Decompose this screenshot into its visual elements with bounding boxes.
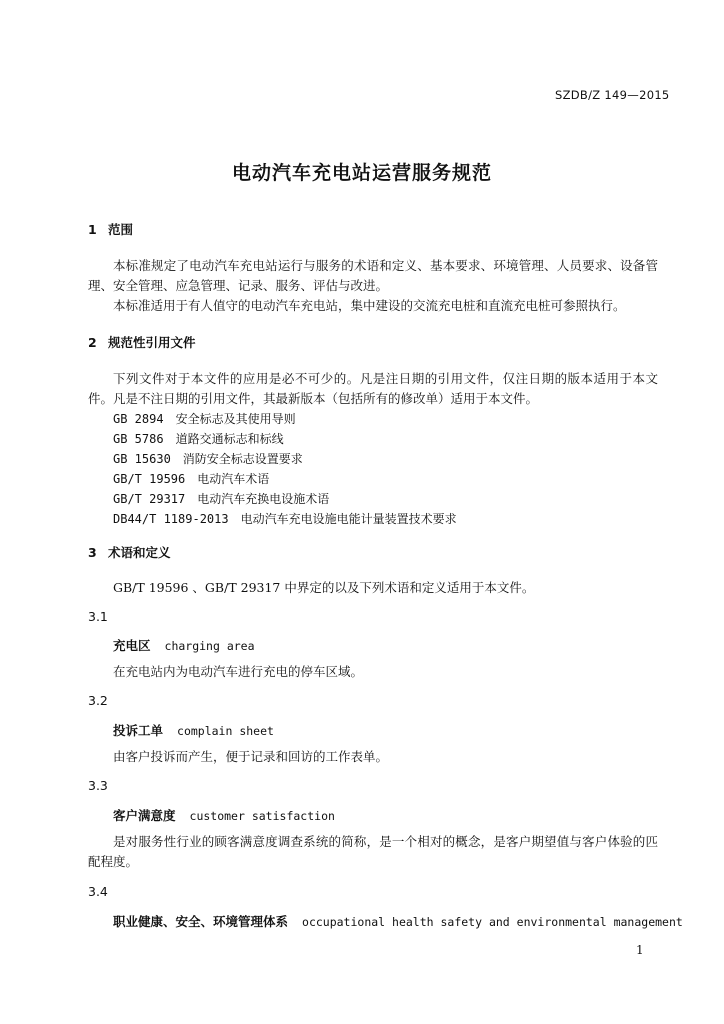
ref-code: GB 2894 — [113, 412, 164, 426]
paragraph: 本标准适用于有人值守的电动汽车充电站，集中建设的交流充电桩和直流充电桩可参照执行。 — [113, 298, 626, 313]
document-title: 电动汽车充电站运营服务规范 — [231, 162, 492, 184]
term-en: charging area — [164, 639, 255, 653]
ref-title: 电动汽车充电设施电能计量装置技术要求 — [240, 512, 457, 526]
reference-item — [113, 490, 329, 507]
ref-title: 安全标志及其使用导则 — [175, 412, 296, 426]
term-definition: 由客户投诉而产生，便于记录和回访的工作表单。 — [113, 749, 389, 764]
reference-item — [113, 470, 269, 487]
page-number: 1 — [636, 943, 644, 957]
ref-code: GB 5786 — [113, 432, 164, 446]
reference-item — [113, 430, 284, 447]
term-en: customer satisfaction — [189, 809, 335, 823]
term-heading — [113, 806, 335, 824]
term-definition: 是对服务性行业的顾客满意度调查系统的简称，是一个相对的概念，是客户期望值与客户体验的匹配程度。 — [88, 834, 658, 869]
term-number: 3.3 — [88, 778, 108, 793]
section-2-body — [88, 369, 658, 409]
section-1-body — [88, 256, 658, 316]
section-title: 规范性引用文件 — [108, 335, 196, 350]
ref-title: 电动汽车充换电设施术语 — [197, 492, 330, 506]
term-definition: 在充电站内为电动汽车进行充电的停车区域。 — [113, 664, 364, 679]
ref-code: DB44/T 1189-2013 — [113, 512, 229, 526]
term-heading — [113, 721, 274, 739]
term-heading — [113, 636, 255, 654]
reference-item — [113, 410, 296, 427]
ref-title: 消防安全标志设置要求 — [182, 452, 303, 466]
section-2-heading — [88, 333, 196, 351]
standard-code: SZDB/Z 149—2015 — [555, 88, 670, 102]
term-en: occupational health safety and environmental management — [302, 915, 683, 929]
ref-title: 道路交通标志和标线 — [175, 432, 284, 446]
term-heading — [113, 912, 683, 930]
section-title: 范围 — [108, 222, 134, 237]
term-cn: 投诉工单 — [113, 723, 164, 738]
ref-code: GB/T 19596 — [113, 472, 186, 486]
term-cn: 客户满意度 — [113, 808, 176, 823]
ref-code: GB/T 29317 — [113, 492, 186, 506]
section-3-heading — [88, 543, 171, 561]
section-number: 1 — [88, 222, 97, 237]
term-cn: 职业健康、安全、环境管理体系 — [113, 914, 289, 929]
term-number: 3.1 — [88, 609, 108, 624]
term-en: complain sheet — [177, 724, 274, 738]
paragraph: 下列文件对于本文件的应用是必不可少的。凡是注日期的引用文件，仅注日期的版本适用于本文件。凡是不注日期的引用文件，其最新版本（包括所有的修改单）适用于本文件。 — [88, 371, 658, 406]
ref-title: 电动汽车术语 — [197, 472, 270, 486]
reference-item — [113, 450, 303, 467]
section-number: 3 — [88, 545, 97, 560]
paragraph: 本标准规定了电动汽车充电站运行与服务的术语和定义、基本要求、环境管理、人员要求、设备管理、安全管理、应急管理、记录、服务、评估与改进。 — [88, 258, 658, 293]
term-cn: 充电区 — [113, 638, 151, 653]
term-definition-block — [88, 832, 658, 872]
section-3-intro: GB/T 19596 、GB/T 29317 中界定的以及下列术语和定义适用于本文件。 — [113, 580, 535, 595]
ref-code: GB 15630 — [113, 452, 171, 466]
term-number: 3.2 — [88, 693, 108, 708]
section-1-heading — [88, 220, 133, 238]
term-number: 3.4 — [88, 884, 108, 899]
section-title: 术语和定义 — [108, 545, 171, 560]
section-number: 2 — [88, 335, 97, 350]
reference-item — [113, 510, 457, 527]
